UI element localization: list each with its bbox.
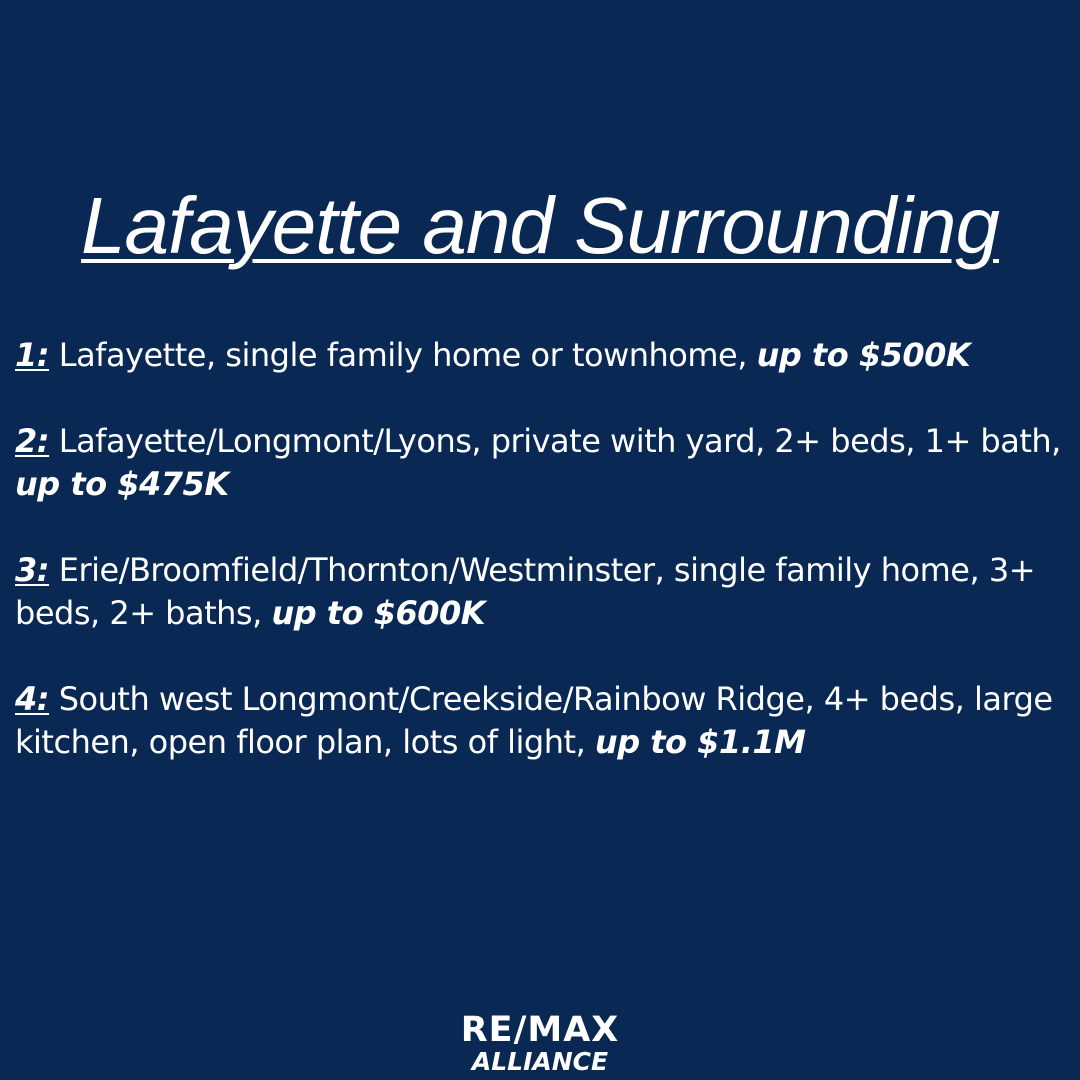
listing-description: Lafayette/Longmont/Lyons, private with yard, 2+ beds, 1+ bath, bbox=[58, 422, 1061, 460]
listing-price: up to $600K bbox=[271, 594, 486, 632]
list-item bbox=[15, 334, 1065, 377]
logo-subtitle: ALLIANCE bbox=[471, 1047, 609, 1076]
listing-number: 2: bbox=[15, 422, 50, 460]
listing-price: up to $475K bbox=[15, 465, 229, 503]
listing-price: up to $1.1M bbox=[594, 723, 806, 761]
list-item bbox=[15, 420, 1065, 506]
remax-alliance-logo bbox=[450, 1010, 630, 1080]
listing-number: 4: bbox=[15, 680, 50, 718]
listing-list bbox=[15, 334, 1065, 807]
listing-description: Erie/Broomfield/Thornton/Westminster, single family home, 3+ beds, 2+ baths, bbox=[15, 551, 1035, 632]
logo-brand: RE/MAX bbox=[460, 1010, 620, 1050]
listing-description: South west Longmont/Creekside/Rainbow Ridge, 4+ beds, large kitchen, open floor plan, lots of light, bbox=[15, 680, 1053, 761]
listing-number: 1: bbox=[15, 336, 50, 374]
list-item bbox=[15, 549, 1065, 635]
listing-description: Lafayette, single family home or townhome, bbox=[58, 336, 747, 374]
listing-price: up to $500K bbox=[756, 336, 971, 374]
page-title: Lafayette and Surrounding bbox=[81, 181, 999, 270]
list-item bbox=[15, 678, 1065, 764]
listing-number: 3: bbox=[15, 551, 50, 589]
